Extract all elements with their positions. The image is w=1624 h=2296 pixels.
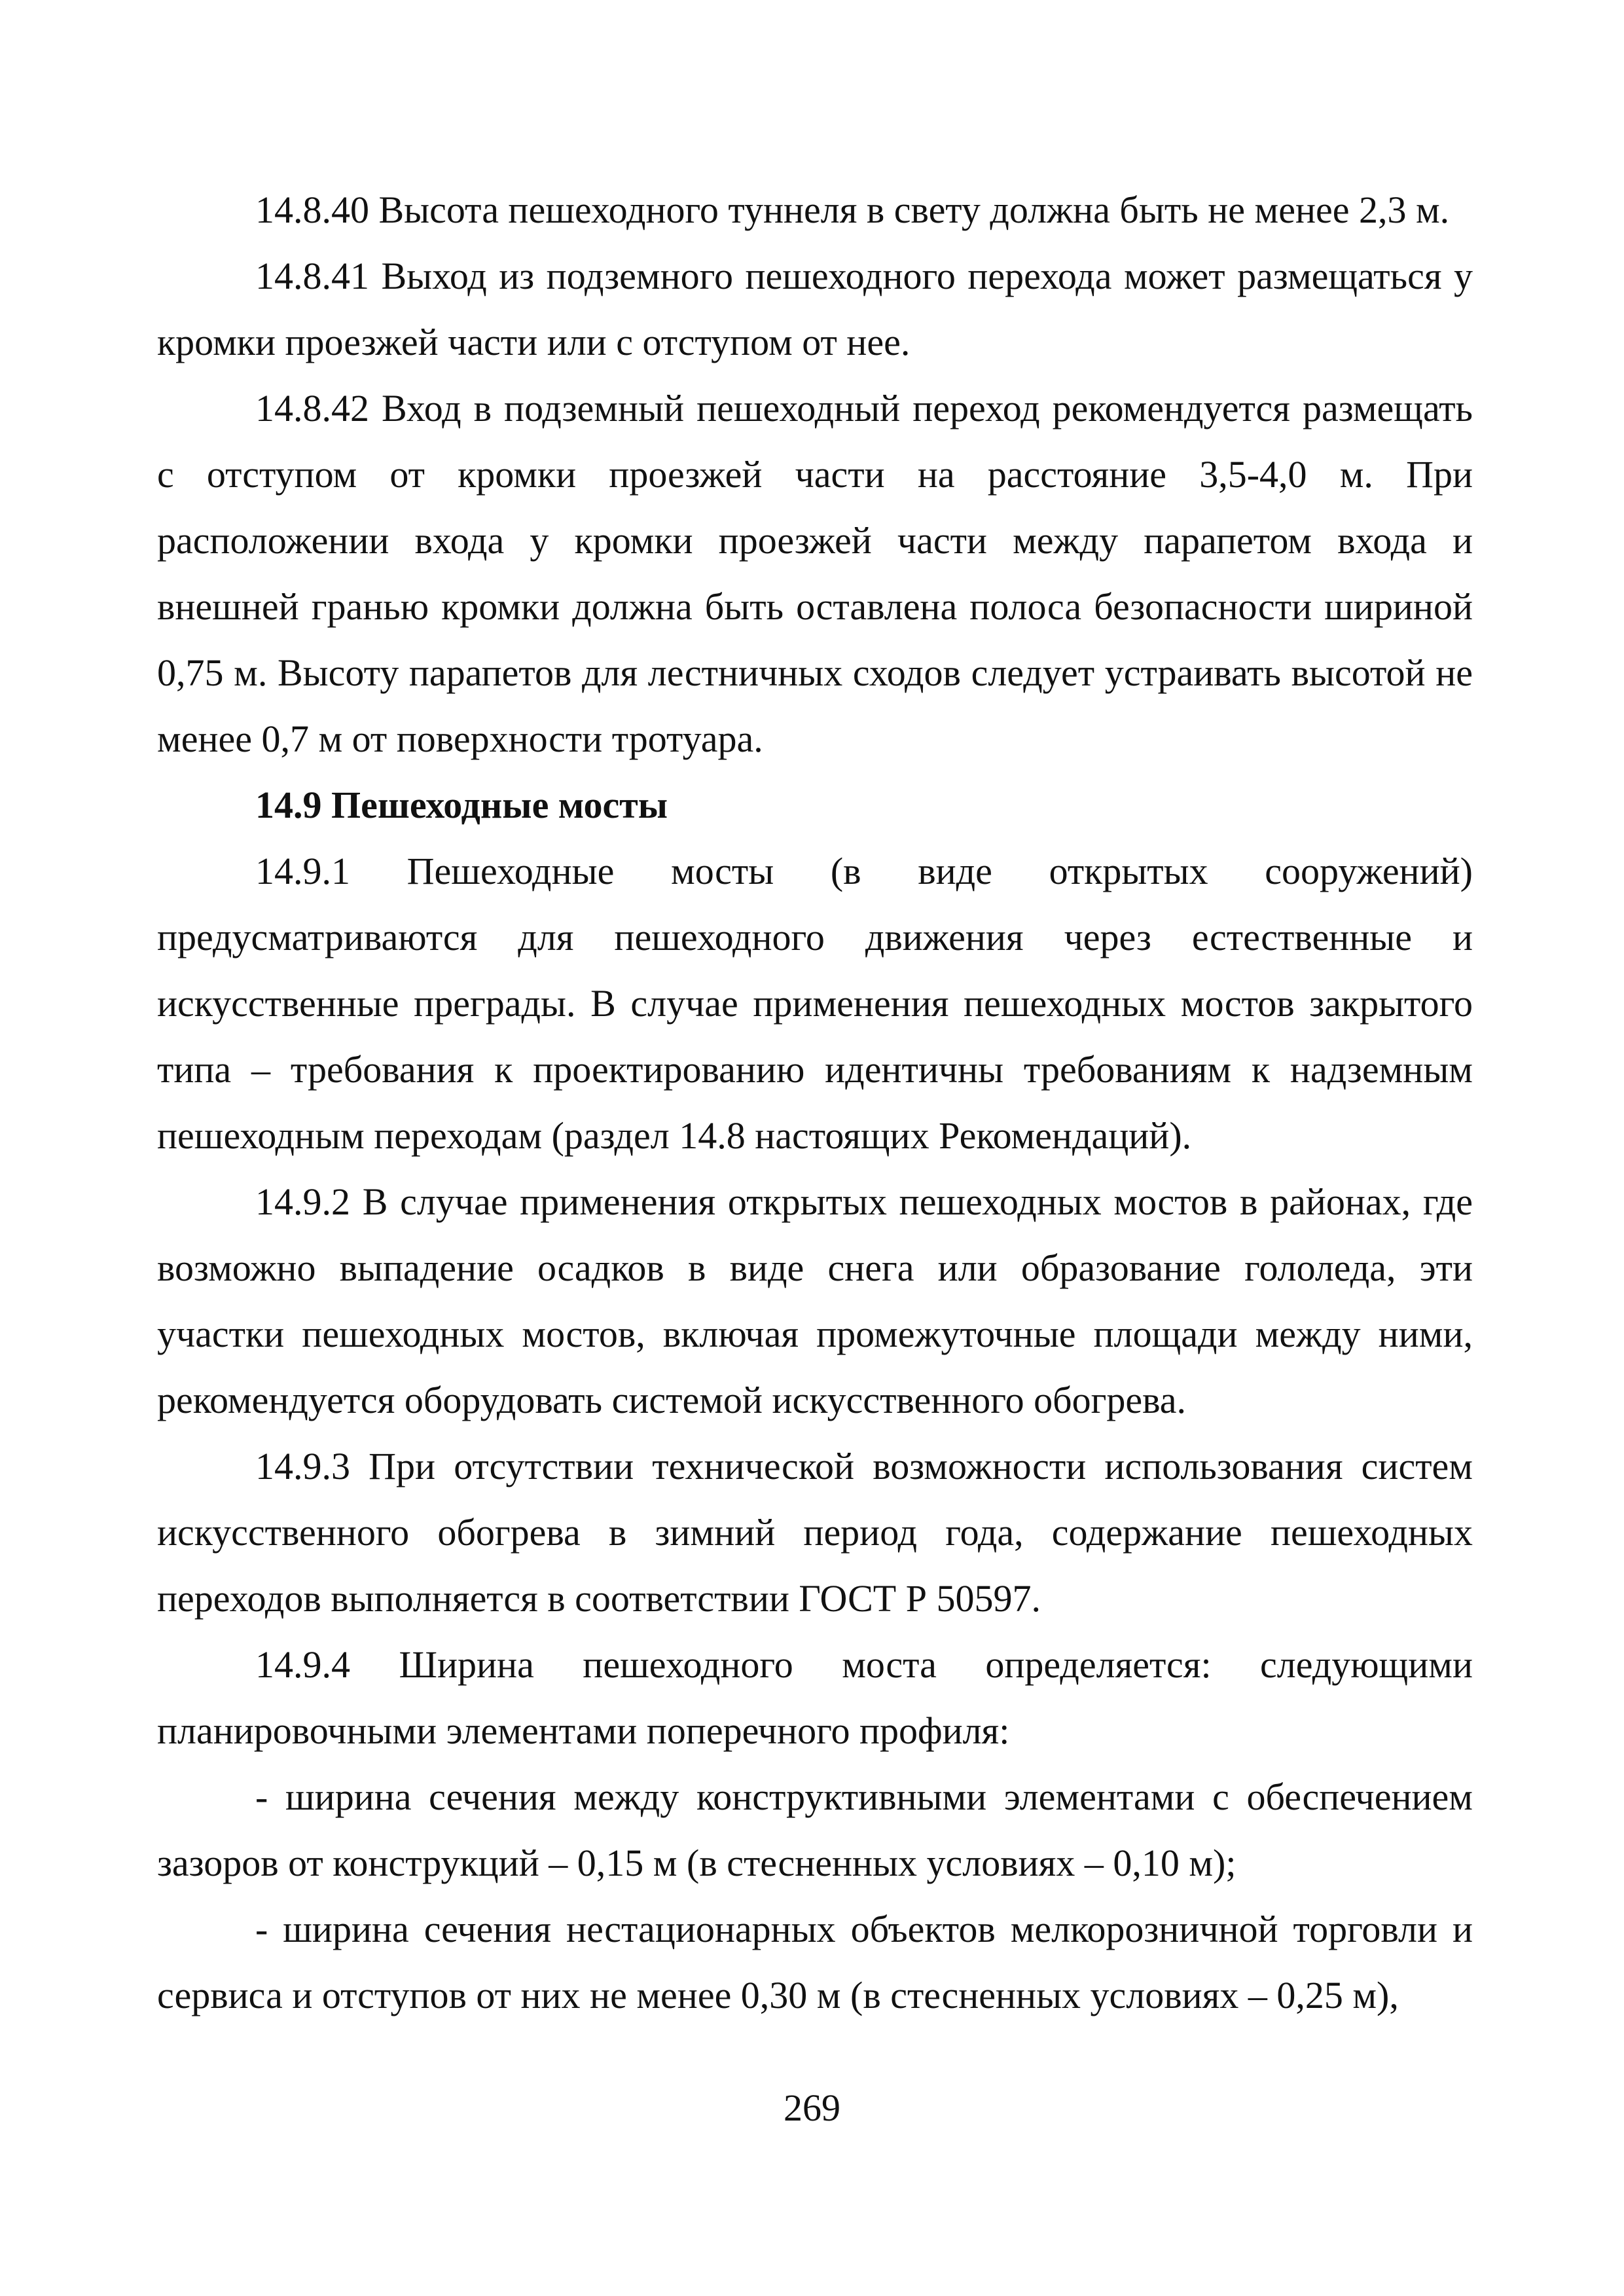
paragraph-14-8-40: 14.8.40 Высота пешеходного туннеля в свету должна быть не менее 2,3 м.: [255, 189, 1450, 231]
paragraph-14-9-2: 14.9.2 В случае применения открытых пешеходных мостов в районах, где возможно выпадение осадков в виде снега или образование гололеда, эти участки пешеходных мостов, включая промежуточные площади между ними, рекомендуется оборудовать системой искусственного обогрева.: [157, 1180, 1473, 1421]
list-item-width-structural: - ширина сечения между конструктивными элементами с обеспечением зазоров от конструкций – 0,15 м (в стесненных условиях – 0,10 м);: [157, 1776, 1473, 1884]
section-heading-14-9: 14.9 Пешеходные мосты: [255, 784, 668, 826]
paragraph-14-8-41: 14.8.41 Выход из подземного пешеходного перехода может размещаться у кромки проезжей части или с отступом от нее.: [157, 255, 1473, 363]
paragraph-14-9-4: 14.9.4 Ширина пешеходного моста определяется: следующими планировочными элементами поперечного профиля:: [157, 1643, 1473, 1752]
paragraph-14-8-42: 14.8.42 Вход в подземный пешеходный переход рекомендуется размещать с отступом от кромки проезжей части на расстояние 3,5-4,0 м. При расположении входа у кромки проезжей части между парапетом входа и внешней гранью кромки должна быть оставлена полоса безопасности шириной 0,75 м. Высоту парапетов для лестничных сходов следует устраивать высотой не менее 0,7 м от поверхности тротуара.: [157, 387, 1473, 760]
paragraph-14-9-3: 14.9.3 При отсутствии технической возможности использования систем искусственного обогрева в зимний период года, содержание пешеходных переходов выполняется в соответствии ГОСТ Р 50597.: [157, 1445, 1473, 1620]
page-number: 269: [784, 2086, 840, 2129]
list-item-width-retail: - ширина сечения нестационарных объектов мелкорозничной торговли и сервиса и отступов от них не менее 0,30 м (в стесненных условиях – 0,25 м),: [157, 1908, 1473, 2016]
paragraph-14-9-1: 14.9.1 Пешеходные мосты (в виде открытых сооружений) предусматриваются для пешеходного движения через естественные и искусственные преграды. В случае применения пешеходных мостов закрытого типа – требования к проектированию идентичны требованиям к надземным пешеходным переходам (раздел 14.8 настоящих Рекомендаций).: [157, 850, 1473, 1157]
document-page: [157, 177, 1473, 2028]
